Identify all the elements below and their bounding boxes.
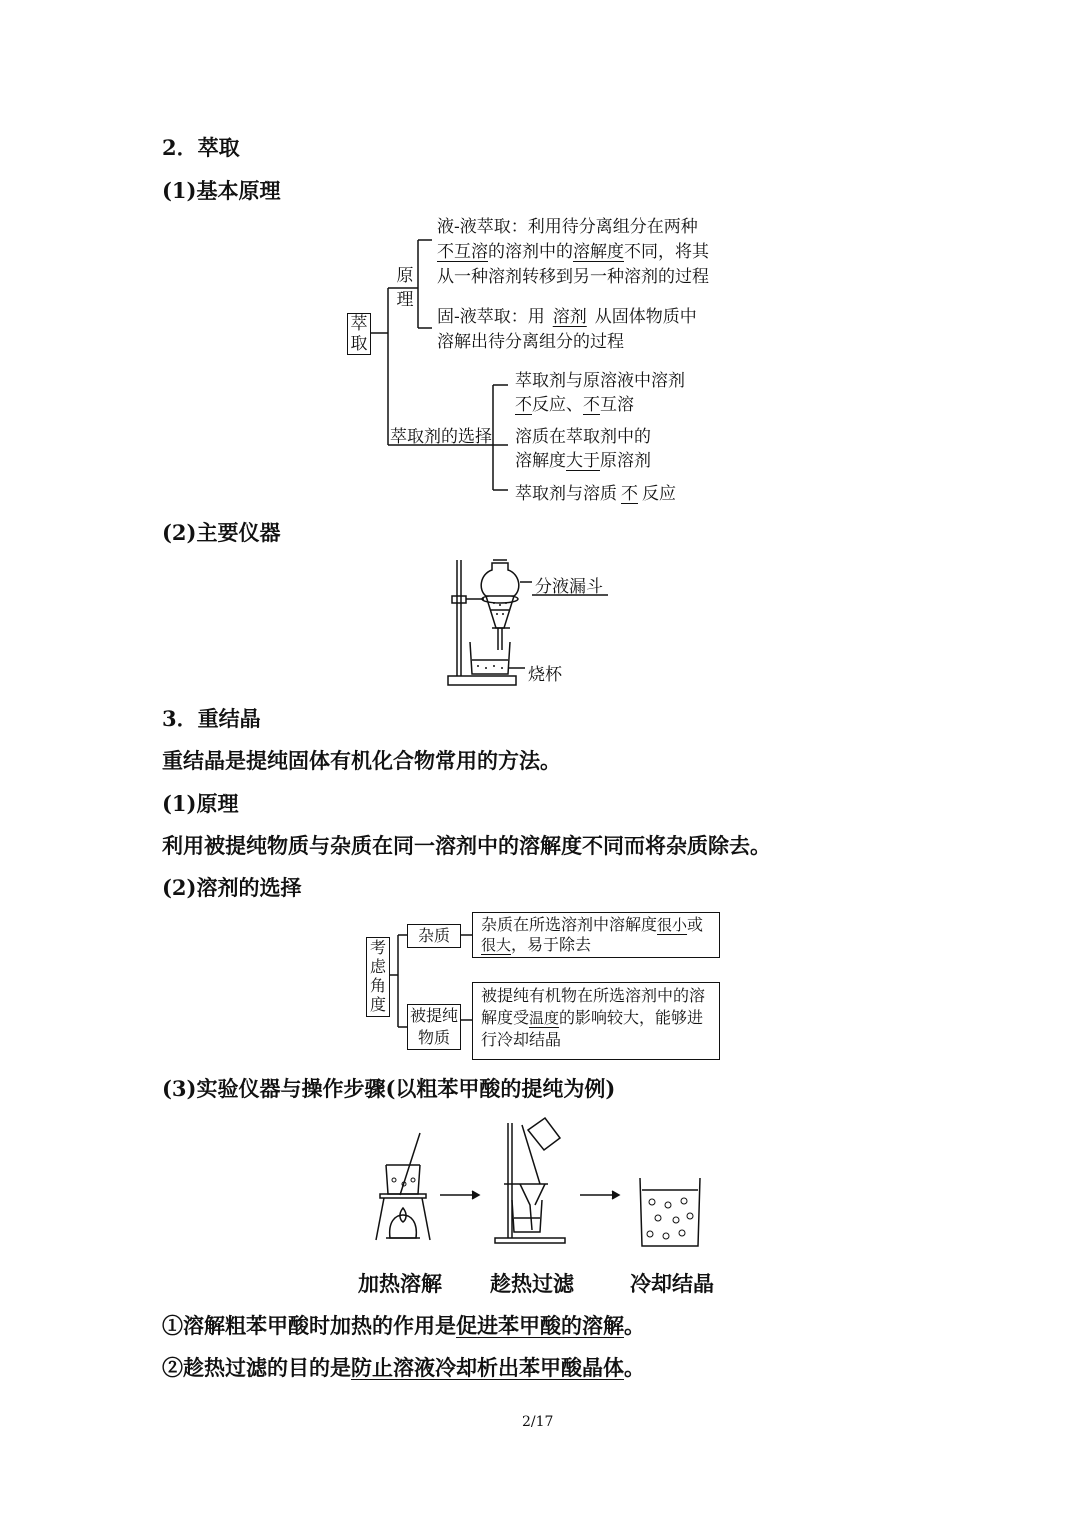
principle-label: 原理 [396, 266, 414, 310]
imp-mid: 或 [687, 915, 704, 934]
tgt-pre: 解度受 [481, 1008, 530, 1027]
choice2-line1: 溶质在萃取剂中的 [515, 427, 651, 447]
question-2 [162, 1352, 645, 1382]
section-2-sub-principle: (1)基本原理 [162, 178, 281, 203]
c2-post: 原溶剂 [600, 451, 651, 471]
q2-answer: 防止溶液冷却析出苯甲酸晶体 [351, 1356, 624, 1380]
solid-liquid-line2: 溶解出待分离组分的过程 [437, 332, 624, 352]
c2-pre: 溶解度 [515, 451, 566, 471]
q2-pre: ②趁热过滤的目的是 [162, 1355, 351, 1380]
section-3-sub-principle: (1)原理 [162, 791, 239, 816]
c1-m2: 互溶 [600, 395, 634, 415]
target-box: 被提纯物质 [407, 1004, 461, 1050]
blank-very-large: 很大 [481, 936, 512, 954]
q1-end: 。 [624, 1313, 645, 1338]
c3-pre: 萃取剂与溶质 [515, 484, 617, 504]
section-3-sub-solvent: (2)溶剂的选择 [162, 875, 302, 900]
imp-post: ，易于除去 [511, 935, 592, 954]
step-heat-dissolve: 加热溶解 [358, 1271, 442, 1296]
section-3-sub-apparatus: (3)实验仪器与操作步骤(以粗苯甲酸的提纯为例) [162, 1076, 616, 1101]
q2-end: 。 [624, 1355, 645, 1380]
blank-solvent: 溶剂 [552, 307, 587, 327]
question-1 [162, 1310, 645, 1340]
c1-m1: 反应、 [532, 395, 583, 415]
section-3-title: 3．重结晶 [162, 706, 261, 731]
q1-answer: 促进苯甲酸的溶解 [456, 1314, 624, 1338]
ll-mid1: 的溶剂中的 [488, 242, 573, 262]
liquid-liquid-line3: 从一种溶剂转移到另一种溶剂的过程 [437, 267, 709, 287]
q1-pre: ①溶解粗苯甲酸时加热的作用是 [162, 1313, 456, 1338]
choice-label: 萃取剂的选择 [390, 427, 492, 447]
section-2-sub-apparatus: (2)主要仪器 [162, 520, 281, 545]
blank-very-small: 很小 [657, 916, 688, 934]
extraction-root-box: 萃取 [347, 313, 371, 355]
label-separatory-funnel: 分液漏斗 [535, 577, 603, 597]
blank-solubility: 溶解度 [573, 242, 624, 262]
blank-not: 不 [621, 484, 638, 504]
step-cool-crystallize: 冷却结晶 [630, 1271, 714, 1296]
blank-greater: 大于 [566, 451, 600, 471]
consider-box: 考虑角度 [366, 937, 390, 1017]
step-hot-filtration: 趁热过滤 [490, 1271, 574, 1296]
choice1-line1: 萃取剂与原溶液中溶剂 [515, 371, 685, 391]
section-3-principle-text: 利用被提纯物质与杂质在同一溶剂中的溶解度不同而将杂质除去。 [162, 833, 771, 858]
imp-pre: 杂质在所选溶剂中溶解度 [481, 915, 658, 934]
blank-no-react: 不 [515, 395, 532, 415]
tgt-post: 的影响较大，能够进 [559, 1008, 704, 1027]
label-beaker: 烧杯 [528, 665, 562, 685]
section-2-title: 2．萃取 [162, 135, 240, 160]
c3-post: 反应 [642, 484, 676, 504]
target-line3: 行冷却结晶 [481, 1030, 562, 1049]
sl-pre: 固-液萃取：用 [437, 307, 545, 327]
liquid-liquid-line1: 液-液萃取：利用待分离组分在两种 [437, 217, 698, 237]
impurity-box: 杂质 [407, 924, 461, 948]
blank-immiscible: 不互溶 [437, 242, 488, 262]
page-number: 2/17 [522, 1414, 554, 1430]
sl-post: 从固体物质中 [594, 307, 697, 327]
ll-mid2: 不同，将其 [624, 242, 709, 262]
section-3-intro: 重结晶是提纯固体有机化合物常用的方法。 [162, 748, 561, 773]
target-line1: 被提纯有机物在所选溶剂中的溶 [481, 986, 706, 1005]
blank-no-miscible: 不 [583, 395, 600, 415]
blank-temperature: 温度 [529, 1009, 560, 1027]
